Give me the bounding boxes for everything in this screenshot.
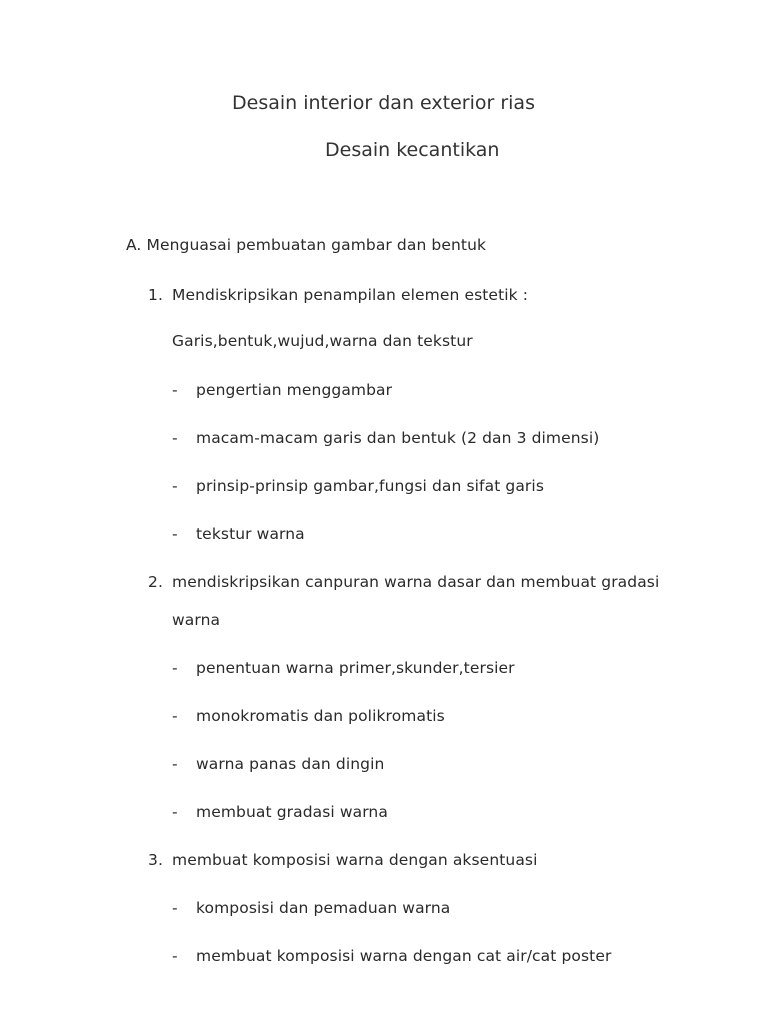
item-2-line-2: warna <box>172 611 221 629</box>
item-2-bullet-3: warna panas dan dingin <box>196 755 385 773</box>
item-1-bullet-1: pengertian menggambar <box>196 381 393 399</box>
bullet-dash: - <box>172 803 178 821</box>
document-title: Desain interior dan exterior rias <box>232 92 535 114</box>
bullet-dash: - <box>172 659 178 677</box>
item-2-bullet-1: penentuan warna primer,skunder,tersier <box>196 659 515 677</box>
item-1-bullet-4: tekstur warna <box>196 525 305 543</box>
item-1-line-1: Mendiskripsikan penampilan elemen estetik : <box>172 286 529 304</box>
bullet-dash: - <box>172 477 178 495</box>
item-3-bullet-1: komposisi dan pemaduan warna <box>196 899 451 917</box>
bullet-dash: - <box>172 525 178 543</box>
item-3-line-1: membuat komposisi warna dengan aksentuasi <box>172 851 538 869</box>
item-1-bullet-2: macam-macam garis dan bentuk (2 dan 3 dimensi) <box>196 429 600 447</box>
section-a-text: Menguasai pembuatan gambar dan bentuk <box>146 236 487 254</box>
item-1-line-2: Garis,bentuk,wujud,warna dan tekstur <box>172 332 473 350</box>
bullet-dash: - <box>172 429 178 447</box>
item-1-bullet-3: prinsip-prinsip gambar,fungsi dan sifat garis <box>196 477 544 495</box>
item-2-bullet-2: monokromatis dan polikromatis <box>196 707 445 725</box>
item-3-bullet-2: membuat komposisi warna dengan cat air/cat poster <box>196 947 612 965</box>
item-2-bullet-4: membuat gradasi warna <box>196 803 388 821</box>
item-2-line-1: mendiskripsikan canpuran warna dasar dan membuat gradasi <box>172 573 660 591</box>
item-2-marker: 2. <box>148 573 163 591</box>
bullet-dash: - <box>172 707 178 725</box>
bullet-dash: - <box>172 899 178 917</box>
item-1-marker: 1. <box>148 286 163 304</box>
bullet-dash: - <box>172 947 178 965</box>
section-a-marker: A. <box>126 236 142 254</box>
section-a-heading <box>126 236 486 254</box>
item-3-marker: 3. <box>148 851 163 869</box>
document-subtitle: Desain kecantikan <box>325 139 500 161</box>
bullet-dash: - <box>172 755 178 773</box>
bullet-dash: - <box>172 381 178 399</box>
